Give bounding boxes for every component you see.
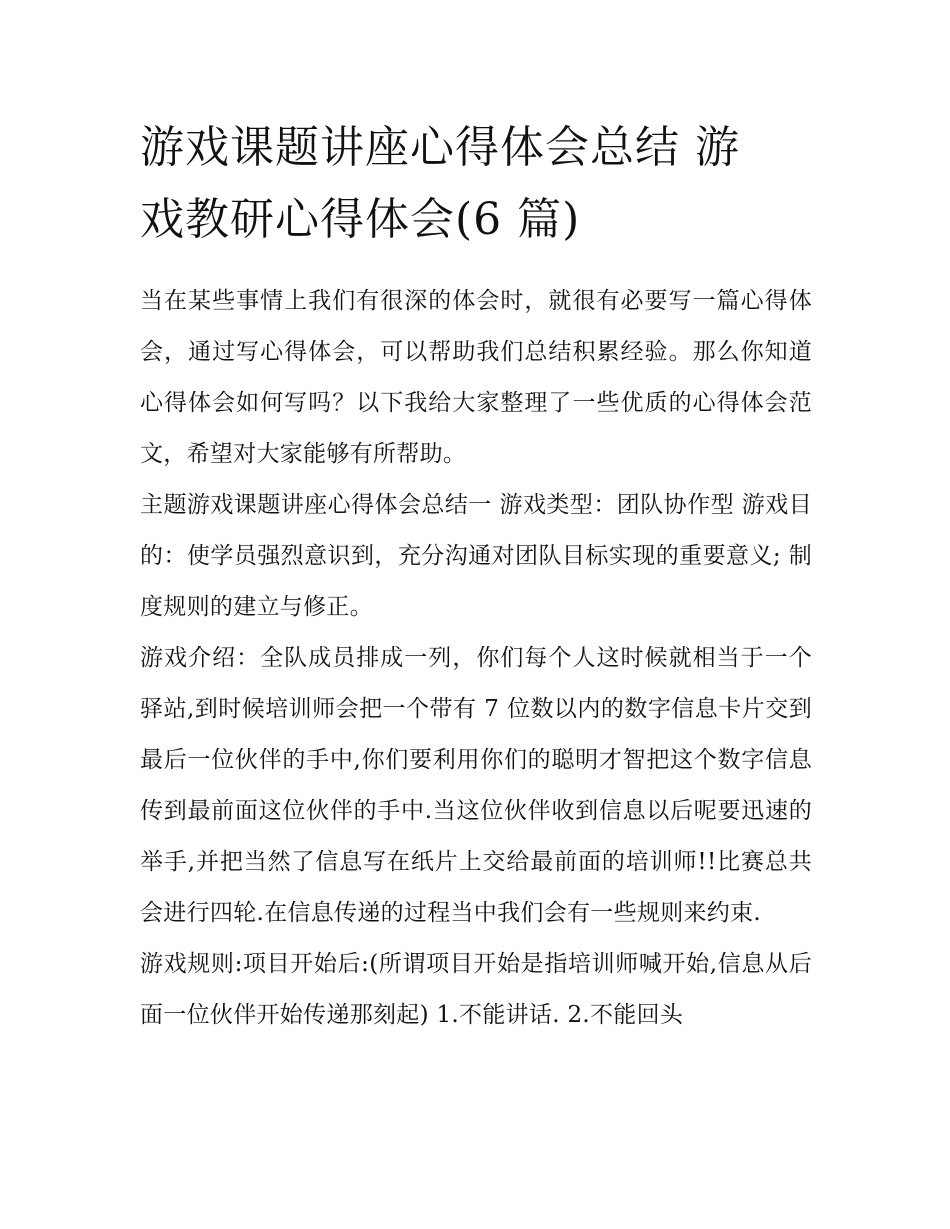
paragraph-game-rules: 游戏规则:项目开始后:(所谓项目开始是指培训师喊开始,信息从后面一位伙伴开始传递那刻起) 1.不能讲话. 2.不能回头 [140, 951, 812, 1028]
paragraph-game-intro: 游戏介绍：全队成员排成一列，你们每个人这时候就相当于一个驿站,到时候培训师会把一个带有 7 位数以内的数字信息卡片交到最后一位伙伴的手中,你们要利用你们的聪明才智把这个数字信息传到最前面这位伙伴的手中.当这位伙伴收到信息以后呢要迅速的举手,并把当然了信息写在纸片上交给最前面的培训师!!比赛总共会进行四轮.在信息传递的过程当中我们会有一些规则来约束. [140, 645, 812, 926]
document-body [140, 276, 812, 1041]
document-title [140, 112, 812, 256]
title-line-2: 戏教研心得体会(6 篇) [140, 194, 581, 245]
document-page [140, 112, 812, 1041]
paragraph-game-type: 主题游戏课题讲座心得体会总结一 游戏类型：团队协作型 游戏目的：使学员强烈意识到，充分沟通对团队目标实现的重要意义; 制度规则的建立与修正。 [140, 492, 812, 620]
title-line-1: 游戏课题讲座心得体会总结 游 [140, 122, 740, 173]
paragraph-intro: 当在某些事情上我们有很深的体会时，就很有必要写一篇心得体会，通过写心得体会，可以帮助我们总结积累经验。那么你知道心得体会如何写吗？以下我给大家整理了一些优质的心得体会范文，希望对大家能够有所帮助。 [140, 288, 812, 467]
